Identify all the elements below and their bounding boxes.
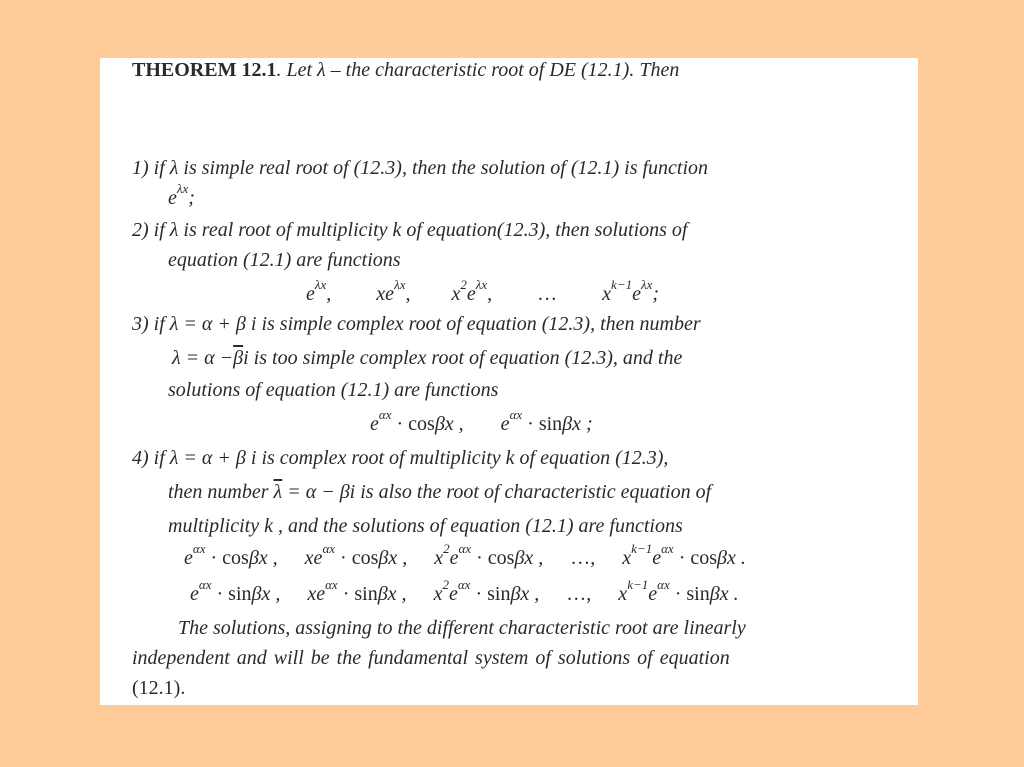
item3-lambda-expr: λ = α − <box>172 347 234 369</box>
f4a-term-1: $e^{\alpha x} \cdot \cos\beta x$ , <box>184 541 278 569</box>
f2-term-4: … <box>537 283 558 305</box>
f4b-term-5: $x^{k-1}e^{\alpha x} \cdot \sin\beta x$ . <box>618 577 739 605</box>
item4-line2 <box>168 480 711 504</box>
f2-term-2: $xe^{\lambda x}$, <box>376 277 411 305</box>
formula-item4-sin <box>190 577 739 606</box>
formula-item3 <box>370 407 593 436</box>
item1-end: ; <box>188 187 195 209</box>
f4b-term-3: $x^2e^{\alpha x} \cdot \sin\beta x$ , <box>433 577 540 605</box>
item2-line2: equation (12.1) are functions <box>168 249 401 271</box>
theorem-statement: . Let λ – the characteristic root of DE (12.1). Then <box>276 59 680 81</box>
item3-beta-bar: $\overline{\beta}$ <box>233 347 244 369</box>
item3-line1: 3) if λ = α + β i is simple complex root of equation (12.3), then number <box>132 313 701 335</box>
f4b-term-2: $xe^{\alpha x} \cdot \sin\beta x$ , <box>307 577 407 605</box>
item1-exp-power: λx <box>176 181 189 197</box>
conclusion-line3: (12.1). <box>132 677 186 699</box>
item3-line2 <box>172 346 682 370</box>
item3-line3: solutions of equation (12.1) are functions <box>168 379 499 401</box>
item4-line3: multiplicity k , and the solutions of equation (12.1) are functions <box>168 515 683 537</box>
f2-term-5: $x^{k-1}e^{\lambda x}$; <box>602 277 660 305</box>
item3-line2-rest: i is too simple complex root of equation (12.3), and the <box>243 347 683 369</box>
f4b-term-1: $e^{\alpha x} \cdot \sin\beta x$ , <box>190 577 281 605</box>
f4a-term-5: $x^{k-1}e^{\alpha x} \cdot \cos\beta x$ . <box>622 541 746 569</box>
item2-line1: 2) if λ is real root of multiplicity k of equation(12.3), then solutions of <box>132 219 688 241</box>
formula-item4-cos <box>184 541 746 570</box>
item4-line2-rest: = α − βi is also the root of characteristic equation of <box>282 481 712 503</box>
f3-term-1: $e^{\alpha x} \cdot \cos\beta x$ , <box>370 407 464 435</box>
f4b-term-4: …, <box>566 583 592 605</box>
item1-exp-base: e <box>168 187 177 209</box>
theorem-heading: THEOREM 12.1 <box>132 59 277 81</box>
formula-item2 <box>306 277 660 306</box>
item1-line1: 1) if λ is simple real root of (12.3), then the solution of (12.1) is function <box>132 157 709 179</box>
item1-line2 <box>168 181 195 210</box>
item4-line2-pre: then number <box>168 481 274 503</box>
f4a-term-4: …, <box>570 547 596 569</box>
theorem-heading-line <box>132 58 679 82</box>
f4a-term-2: $xe^{\alpha x} \cdot \cos\beta x$ , <box>304 541 408 569</box>
f3-term-2: $e^{\alpha x} \cdot \sin\beta x$ ; <box>500 407 593 435</box>
f2-term-1: $e^{\lambda x}$, <box>306 277 332 305</box>
item4-lambda-bar: $\overline{\lambda}$ <box>273 481 283 503</box>
item4-line1: 4) if λ = α + β i is complex root of multiplicity k of equation (12.3), <box>132 447 669 469</box>
theorem-slide <box>100 58 918 705</box>
conclusion-line2: independent and will be the fundamental system of solutions of equation <box>132 647 730 669</box>
conclusion-line1: The solutions, assigning to the different characteristic root are linearly <box>178 617 746 639</box>
f4a-term-3: $x^2e^{\alpha x} \cdot \cos\beta x$ , <box>434 541 544 569</box>
f2-term-3: $x^2e^{\lambda x}$, <box>451 277 493 305</box>
